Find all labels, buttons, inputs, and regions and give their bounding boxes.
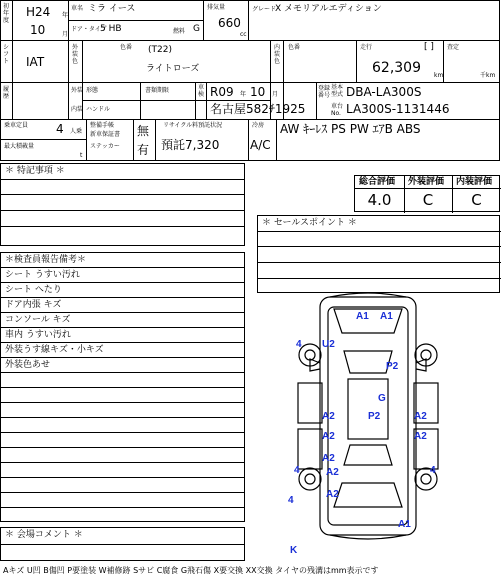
inspector-line: 車内 うすい汚れ [5, 330, 71, 340]
car-name: ミラ イース [88, 4, 136, 14]
thousand-km: 千km [480, 72, 496, 79]
fuel-label: 燃料 [173, 28, 186, 35]
model-code: DBA-LA300S [346, 85, 422, 99]
car-name-label: 車名 [71, 5, 84, 12]
door-type-label: ドア・タイプ [71, 26, 107, 33]
overall-rating-label: 総合評価 [359, 177, 396, 187]
shift-label: シフト [2, 44, 9, 65]
venue-comment-title: ＊ 会場コメント ＊ [5, 530, 83, 540]
registration-number: 名古屋582ﾁ1925 [210, 102, 306, 116]
damage-mark: A2 [322, 411, 335, 422]
displacement: 660 [218, 16, 241, 30]
damage-mark: K [290, 545, 298, 556]
max-load-label: 最大積載量 [4, 143, 35, 150]
mileage-bracket: [ ] [424, 42, 434, 52]
recycle-label: リサイクル料預託状況 [163, 122, 223, 129]
exterior-rating-label: 外装評価 [408, 177, 445, 187]
reg-label: 登録番号 [318, 85, 331, 99]
load-unit: t [80, 152, 83, 159]
year-unit: 年 [62, 12, 69, 19]
damage-mark: A2 [326, 489, 339, 500]
exterior-color-label: 外装色 [71, 44, 78, 65]
inspection-month-unit: 月 [272, 91, 279, 98]
shape-label: 形態 [86, 87, 99, 94]
header-grid [0, 0, 500, 161]
damage-mark: P2 [386, 361, 399, 372]
damage-mark: A2 [322, 453, 335, 464]
special-notes-title: ＊ 特記事項 ＊ [5, 166, 65, 176]
damage-mark: A2 [414, 431, 427, 442]
shift: IAT [26, 55, 45, 69]
maintenance-value: 無 [137, 124, 150, 138]
capacity: 4 [56, 122, 64, 136]
interior-rating-label: 内装評価 [456, 177, 493, 187]
recycle-value: 預託7,320 [161, 138, 220, 152]
mileage: 62,309 [372, 60, 421, 76]
inspector-report-title: ＊検査員報告備考＊ [5, 255, 87, 265]
inspection-month: 10 [250, 85, 266, 99]
color-code-label: 色番 [120, 44, 133, 51]
exterior-rating: C [422, 191, 434, 209]
inspector-line: 外装色あせ [5, 360, 51, 370]
door-type: 5 HB [100, 24, 122, 34]
handle-label: ハンドル [86, 106, 111, 113]
sales-point-box [257, 215, 500, 293]
damage-mark: 4 [288, 495, 294, 506]
damage-mark: A2 [414, 411, 427, 422]
color-code: (T22) [148, 45, 172, 55]
km-unit: km [434, 72, 444, 79]
legend: Aキズ U凹 B傷凹 P要塗装 W補修跡 Sサビ C腐食 G飛石傷 X要交換 XX交換 タイヤの残溝はmm表示です [3, 566, 379, 575]
venue-comment-box [0, 527, 245, 561]
damage-mark: P2 [368, 411, 381, 422]
displacement-label: 排気量 [207, 4, 226, 11]
inspector-line: 外装うす線キズ・小キズ [5, 345, 104, 355]
inspector-line: シート うすい汚れ [5, 270, 80, 280]
row3-interior-label: 内装 [71, 106, 84, 113]
damage-mark: U2 [322, 339, 335, 350]
mileage-label: 走行 [360, 44, 373, 51]
interior-color-label: 内装色 [273, 44, 280, 65]
maintenance-label: 整備手帳 [90, 122, 115, 129]
chassis-number: LA300S-1131446 [346, 102, 450, 116]
row-divider [0, 40, 500, 41]
equipment: AW ｷｰﾚｽ PS PW ｴｱB ABS [280, 122, 421, 136]
sales-point-title: ＊ セールスポイント ＊ [262, 218, 357, 228]
sticker-label: ステッカー [90, 143, 120, 150]
month-unit: 月 [62, 31, 69, 38]
car-damage-diagram [290, 293, 440, 565]
damage-mark: A1 [398, 519, 411, 530]
warranty-label: 新車保証書 [90, 131, 121, 138]
interior-rating: C [471, 191, 482, 209]
grade-label: グレード [252, 6, 277, 13]
row-divider [0, 119, 500, 120]
ac-value: A/C [250, 138, 271, 152]
inspector-line: コンソール キズ [5, 315, 71, 325]
sticker-value: 有 [137, 143, 150, 157]
row3-exterior-label: 外装 [71, 87, 84, 94]
docs-label: 書類期限 [145, 87, 170, 94]
inspector-line: シート へたり [5, 285, 62, 295]
damage-mark: G [378, 393, 386, 404]
inspection-year: R09 [210, 85, 234, 99]
capacity-unit: 人乗 [70, 128, 83, 135]
inspection-year-unit: 年 [240, 91, 247, 98]
color-name: ライトローズ [146, 64, 200, 74]
inspection-label: 車検 [197, 84, 204, 98]
fuel: G [193, 24, 200, 34]
model-label: 基本型式 [331, 84, 344, 98]
damage-mark: 4 [294, 465, 300, 476]
cc-unit: cc [240, 31, 247, 38]
damage-mark: A1 [380, 311, 393, 322]
damage-mark: A1 [356, 311, 369, 322]
reg-month: 10 [30, 23, 46, 37]
row-divider [0, 82, 500, 83]
damage-mark: A2 [326, 467, 339, 478]
chassis-label: 車台No. [331, 103, 344, 117]
damage-mark: 4 [430, 465, 436, 476]
overall-rating: 4.0 [367, 191, 392, 209]
reg-year: H24 [26, 5, 51, 19]
ac-label: 冷房 [252, 122, 265, 129]
inspector-report-box [0, 252, 245, 522]
special-notes-box [0, 163, 245, 246]
inspector-line: ドア内張 キズ [5, 300, 62, 310]
capacity-label: 乗車定員 [4, 122, 29, 129]
history-label: 履歴 [2, 86, 9, 100]
ratings-box [354, 175, 500, 212]
damage-mark: 4 [296, 339, 302, 350]
damage-mark: A2 [322, 431, 335, 442]
assessment-label: 査定 [447, 44, 460, 51]
first-reg-label: 初年度 [2, 3, 9, 24]
grade: X メモリアルエディション [275, 4, 382, 14]
interior-color-code-label: 色番 [288, 44, 301, 51]
